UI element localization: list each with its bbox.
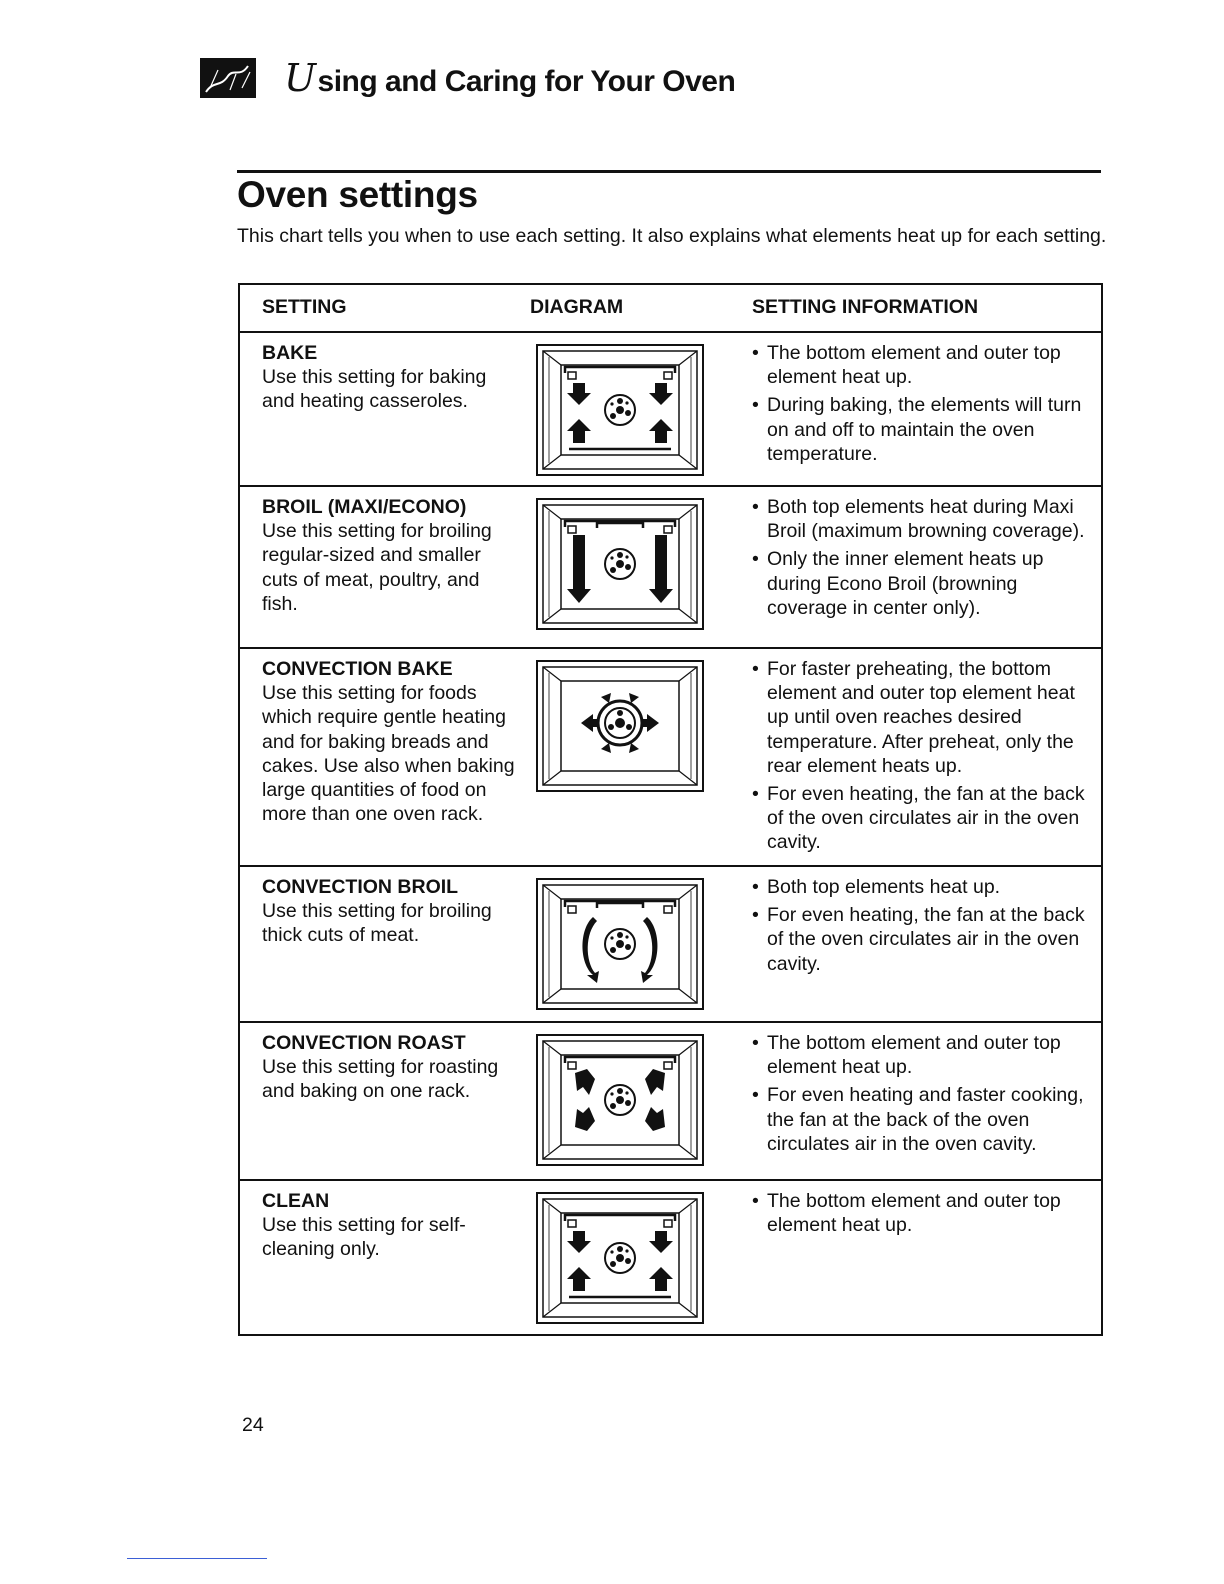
header-diagram: DIAGRAM <box>530 296 624 318</box>
info-item: • For even heating and faster cooking, the fan at the back of the oven circulates air in the oven cavity. <box>752 1083 1097 1156</box>
convection-broil-diagram-icon <box>535 877 705 1011</box>
setting-info-list <box>752 495 1097 624</box>
info-item: • Only the inner element heats up during Econo Broil (browning coverage in center only). <box>752 547 1097 620</box>
convection-roast-diagram-icon <box>535 1033 705 1167</box>
table-row-broil <box>240 487 1101 649</box>
info-item: • During baking, the elements will turn on and off to maintain the oven temperature. <box>752 393 1097 466</box>
info-item: • Both top elements heat up. <box>752 875 1097 899</box>
table-row-clean <box>240 1181 1101 1336</box>
oven-logo-icon <box>200 58 256 98</box>
page-header <box>200 56 735 100</box>
info-item: • For even heating, the fan at the back of the oven circulates air in the oven cavity. <box>752 903 1097 976</box>
footer-line <box>127 1558 267 1559</box>
setting-info-list <box>752 657 1097 859</box>
setting-cell <box>262 1031 520 1104</box>
setting-cell <box>262 495 520 616</box>
table-row-convection-bake <box>240 649 1101 867</box>
setting-info-list <box>752 1189 1097 1241</box>
header-title-text: sing and Caring for Your Oven <box>317 65 736 98</box>
table-row-convection-roast <box>240 1023 1101 1181</box>
section-rule <box>237 170 1101 173</box>
header-setting: SETTING <box>262 296 347 318</box>
info-item: • For faster preheating, the bottom element and outer top element heat up until oven reaches desired temperature. After preheat, only the rear element heats up. <box>752 657 1097 778</box>
table-row-bake <box>240 333 1101 487</box>
setting-name: CONVECTION ROAST <box>262 1032 466 1054</box>
info-item: • Both top elements heat during Maxi Broil (maximum browning coverage). <box>752 495 1097 543</box>
setting-name: CLEAN <box>262 1190 330 1212</box>
info-item: • The bottom element and outer top element heat up. <box>752 1189 1097 1237</box>
setting-description: Use this setting for baking and heating casseroles. <box>262 366 487 413</box>
info-item: • For even heating, the fan at the back of the oven circulates air in the oven cavity. <box>752 782 1097 855</box>
setting-cell <box>262 341 520 414</box>
bake-diagram-icon <box>535 343 705 477</box>
header-title-initial: U <box>284 56 316 100</box>
setting-name: CONVECTION BROIL <box>262 876 459 898</box>
setting-description: Use this setting for roasting and baking on one rack. <box>262 1056 499 1103</box>
intro-text: This chart tells you when to use each setting. It also explains what elements heat up for each setting. <box>237 225 1107 247</box>
setting-name: BROIL (MAXI/ECONO) <box>262 496 467 518</box>
oven-settings-table <box>238 283 1103 1336</box>
setting-cell <box>262 657 520 826</box>
setting-description: Use this setting for self-cleaning only. <box>262 1214 466 1261</box>
setting-description: Use this setting for foods which require gentle heating and for baking breads and cakes. Use also when baking large quantities of food on more than one oven rack. <box>262 682 515 826</box>
table-header <box>240 285 1101 333</box>
setting-description: Use this setting for broiling thick cuts of meat. <box>262 900 492 947</box>
broil-diagram-icon <box>535 497 705 631</box>
setting-cell <box>262 1189 520 1262</box>
setting-name: BAKE <box>262 342 318 364</box>
page-title: Oven settings <box>237 174 478 215</box>
setting-info-list <box>752 341 1097 470</box>
header-setting-information: SETTING INFORMATION <box>752 296 979 318</box>
setting-cell <box>262 875 520 948</box>
convection-bake-diagram-icon <box>535 659 705 793</box>
clean-diagram-icon <box>535 1191 705 1325</box>
setting-info-list <box>752 875 1097 980</box>
setting-info-list <box>752 1031 1097 1160</box>
table-row-convection-broil <box>240 867 1101 1023</box>
setting-description: Use this setting for broiling regular-sized and smaller cuts of meat, poultry, and fish. <box>262 520 492 615</box>
info-item: • The bottom element and outer top element heat up. <box>752 1031 1097 1079</box>
info-item: • The bottom element and outer top element heat up. <box>752 341 1097 389</box>
header-title <box>284 56 735 100</box>
setting-name: CONVECTION BAKE <box>262 658 453 680</box>
page-number: 24 <box>242 1414 264 1436</box>
